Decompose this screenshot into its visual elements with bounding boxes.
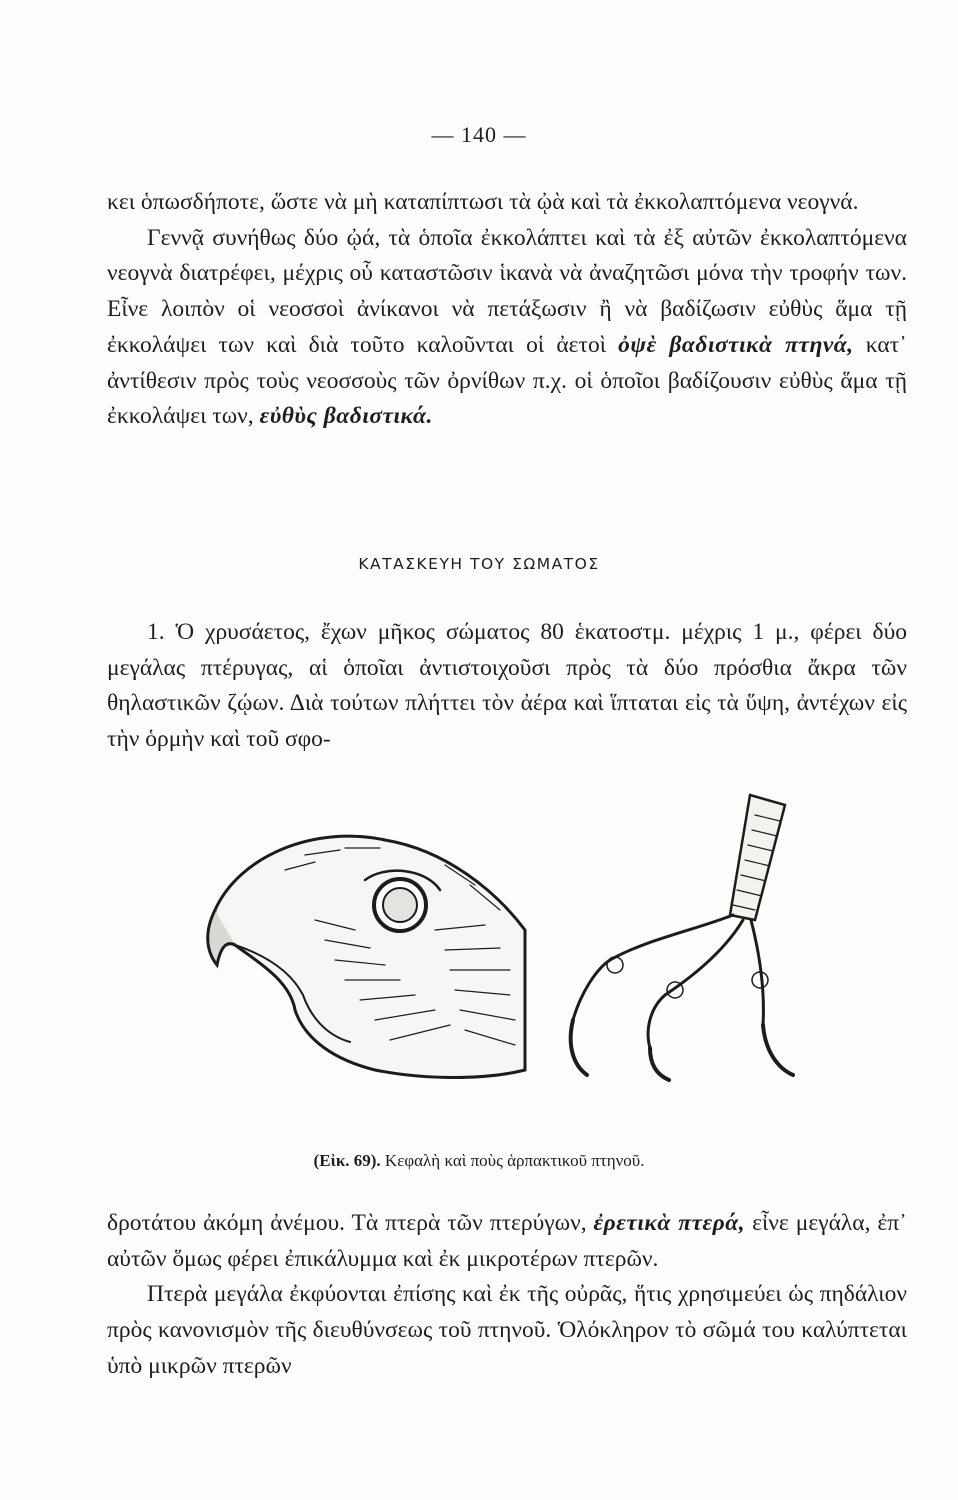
paragraph [107, 221, 907, 435]
paragraph: Πτερὰ μεγάλα ἐκφύονται ἐπίσης καὶ ἐκ τῆς οὐρᾶς, ἥτις χρησιμεύει ὡς πηδάλιον πρὸς κανονισμὸν τῆς διευθύνσεως τοῦ πτηνοῦ. Ὁλόκληρον τὸ σῶμά του καλύπτεται ὑπὸ μικρῶν πτερῶν [107, 1281, 907, 1379]
figure-label: (Εἰκ. 69). [313, 1151, 381, 1170]
emphasized-term: ἐρετικὰ πτερά, [593, 1210, 746, 1236]
paragraph: 1. Ὁ χρυσάετος, ἔχων μῆκος σώματος 80 ἑκατοστμ. μέχρις 1 μ., φέρει δύο μεγάλας πτέρυγας, αἱ ὁποῖαι ἀντιστοιχοῦσι πρὸς τὰ δύο πρόσθια ἄκρα τῶν θηλαστικῶν ζῴων. Διὰ τούτων πλήττει τὸν ἀέρα καὶ ἵπταται εἰς τὰ ὕψη, ἀντέχων εἰς τὴν ὁρμὴν καὶ τοῦ σφο- [107, 619, 907, 753]
emphasized-term: εὐθὺς βαδιστικά. [259, 403, 433, 430]
figure-illustration [195, 780, 815, 1090]
paragraph [107, 1206, 907, 1277]
raptor-head-illustration [208, 836, 525, 1077]
text-block-middle [107, 615, 907, 758]
raptor-foot-illustration [571, 795, 793, 1080]
section-heading: ΚΑΤΑΣΚΕΥΗ ΤΟΥ ΣΩΜΑΤΟΣ [358, 555, 600, 573]
caption-text: Κεφαλὴ καὶ ποὺς ἁρπακτικοῦ πτηνοῦ. [384, 1151, 645, 1170]
figure-caption [0, 1151, 958, 1171]
paragraph-text: Γεννᾷ συνήθως δύο ᾠά, τὰ ὁποῖα ἐκκολάπτει καὶ τὰ ἐξ αὐτῶν ἐκκολαπτόμενα νεογνὰ διατρέφει, μέχρις οὗ καταστῶσιν ἱκανὰ νὰ ἀναζητῶσι μόνα τὴν τροφήν των. Εἶνε λοιπὸν οἱ νεοσσοὶ ἀνίκανοι νὰ πετάξωσιν ἢ νὰ βαδίζωσιν εὐθὺς ἅμα τῇ ἐκκολάψει των καὶ διὰ τοῦτο καλοῦνται οἱ ἀετοὶ [107, 224, 907, 358]
page-number: — 140 — [431, 122, 527, 147]
paragraph-text: κατ᾽ ἀντίθεσιν πρὸς τοὺς νεοσσοὺς τῶν ὀρνίθων π.χ. οἱ ὁποῖοι βαδίζουσιν εὐθὺς ἅμα τῇ ἐκκολάψει των, [107, 331, 908, 430]
paragraph: κει ὁπωσδήποτε, ὥστε νὰ μὴ καταπίπτωσι τὰ ᾠὰ καὶ τὰ ἐκκολαπτόμενα νεογνά. [107, 189, 859, 215]
paragraph-text: δροτάτου ἀκόμη ἀνέμου. Τὰ πτερὰ τῶν πτερύγων, [107, 1210, 594, 1236]
text-block-bottom [107, 1206, 907, 1385]
emphasized-term: ὀψὲ βαδιστικὰ πτηνά, [618, 331, 854, 358]
paragraph-text: εἶνε μεγάλα, ἐπ᾽ αὐτῶν ὅμως φέρει ἐπικάλυμμα καὶ ἐκ μικροτέρων πτερῶν. [107, 1210, 907, 1272]
text-block-top [107, 185, 907, 435]
